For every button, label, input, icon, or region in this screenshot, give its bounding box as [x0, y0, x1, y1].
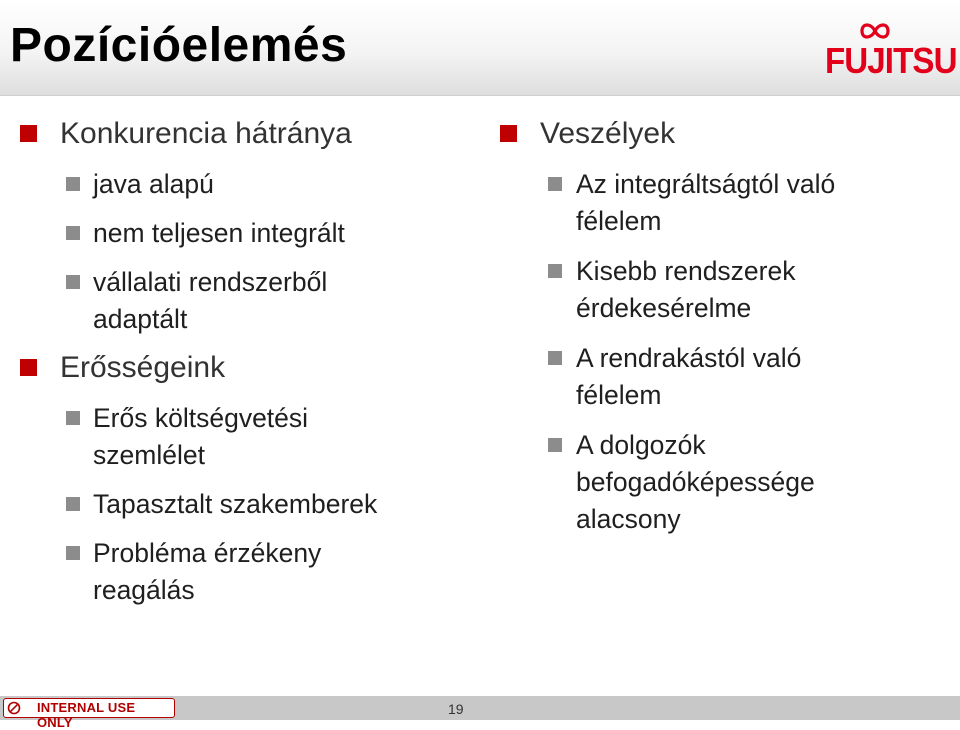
gray-square-bullet-icon: [66, 546, 80, 560]
section-heading-text: Konkurencia hátránya: [60, 117, 352, 150]
list-item-text: Tapasztalt szakemberek: [93, 489, 378, 519]
gray-square-bullet-icon: [66, 226, 80, 240]
logo-text: FUJITSU: [825, 40, 957, 81]
list-item-text: Erős költségvetési szemlélet: [93, 403, 309, 470]
list-item: [500, 427, 876, 538]
classification-badge: [3, 698, 175, 730]
list-item: [500, 166, 896, 240]
gray-square-bullet-icon: [66, 497, 80, 511]
list-item-text: nem teljesen integrált: [93, 218, 345, 248]
list-item-text: vállalati rendszerből adaptált: [93, 267, 328, 334]
infinity-icon: [858, 20, 892, 42]
gray-square-bullet-icon: [66, 177, 80, 191]
list-item: [20, 264, 393, 338]
title-bar: [0, 0, 960, 96]
list-item-text: Az integráltságtól való félelem: [576, 169, 836, 236]
red-square-bullet-icon: [20, 359, 37, 376]
list-item: [20, 166, 480, 203]
section-heading: [20, 116, 480, 152]
list-item-text: Probléma érzékeny reagálás: [93, 538, 322, 605]
right-column: [500, 116, 940, 551]
gray-square-bullet-icon: [548, 264, 562, 278]
list-item: [500, 253, 876, 327]
section-heading-text: Veszélyek: [540, 117, 676, 150]
list-item-text: A dolgozók befogadóképessége alacsony: [576, 430, 815, 534]
red-square-bullet-icon: [20, 125, 37, 142]
page-number: 19: [448, 701, 464, 717]
fujitsu-logo: [825, 20, 957, 82]
footer-bar: [0, 696, 960, 730]
list-item: [20, 215, 480, 252]
list-item: [20, 535, 393, 609]
section-heading: [20, 350, 480, 386]
gray-square-bullet-icon: [548, 438, 562, 452]
list-item-text: Kisebb rendszerek érdekesérelme: [576, 256, 796, 323]
list-item-text: A rendrakástól való félelem: [576, 343, 802, 410]
list-item: [500, 340, 876, 414]
list-item-text: java alapú: [93, 169, 214, 199]
section-heading-text: Erősségeink: [60, 351, 226, 384]
gray-square-bullet-icon: [548, 177, 562, 191]
list-item: [20, 486, 480, 523]
list-item: [20, 400, 393, 474]
classification-text: INTERNAL USE ONLY: [37, 700, 136, 730]
gray-square-bullet-icon: [548, 351, 562, 365]
slide-title: Pozícióelemés: [10, 19, 348, 72]
prohibited-icon: [7, 701, 21, 715]
section-heading: [500, 116, 940, 152]
left-column: [20, 116, 480, 621]
gray-square-bullet-icon: [66, 411, 80, 425]
red-square-bullet-icon: [500, 125, 517, 142]
gray-square-bullet-icon: [66, 275, 80, 289]
